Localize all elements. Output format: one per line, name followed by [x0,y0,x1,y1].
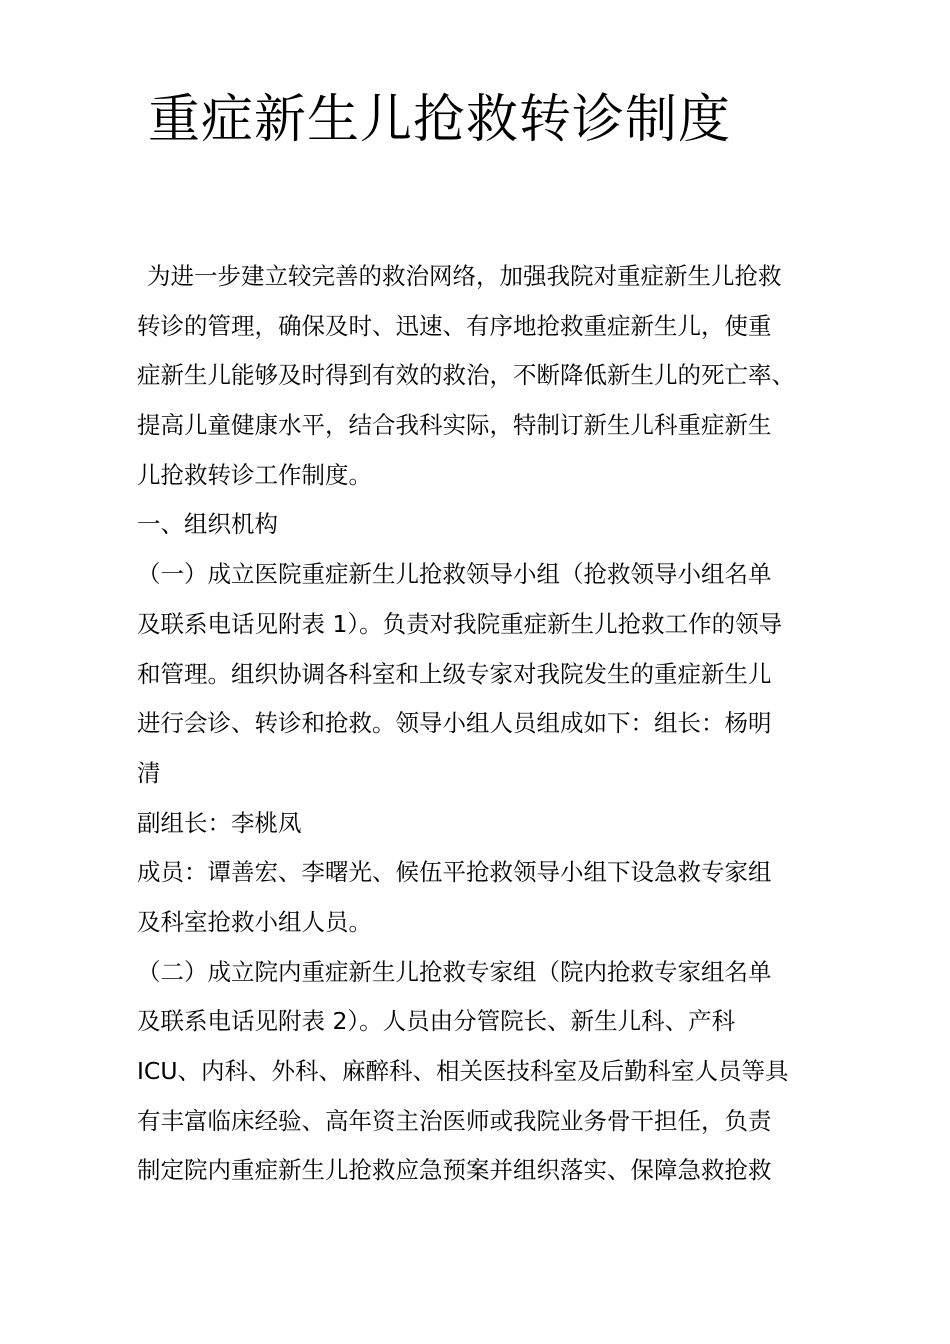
body-line: 为进一步建立较完善的救治网络，加强我院对重症新生儿抢救 [147,262,782,290]
body-line: 及科室抢救小组人员。 [137,907,372,936]
body-line: 提高儿童健康水平，结合我科实际，特制订新生儿科重症新生 [137,411,772,440]
document-body [137,252,827,1196]
body-line: 进行会诊、转诊和抢救。领导小组人员组成如下：组长：杨明 [137,709,772,738]
section-heading: 一、组织机构 [137,510,278,539]
body-line: （二）成立院内重症新生儿抢救专家组（院内抢救专家组名单 [137,957,772,986]
body-line: 和管理。组织协调各科室和上级专家对我院发生的重症新生儿 [137,659,772,688]
body-line: 转诊的管理，确保及时、迅速、有序地抢救重症新生儿，使重 [137,311,772,340]
body-line: 症新生儿能够及时得到有效的救治，不断降低新生儿的死亡率、 [137,361,795,390]
body-line: 有丰富临床经验、高年资主治医师或我院业务骨干担任，负责 [137,1106,772,1135]
body-line: 制定院内重症新生儿抢救应急预案并组织落实、保障急救抢救 [137,1156,772,1185]
body-line: 清 [137,758,161,787]
body-line: 及联系电话见附表 1）。负责对我院重症新生儿抢救工作的领导 [137,609,783,638]
body-line: （一）成立医院重症新生儿抢救领导小组（抢救领导小组名单 [137,560,772,589]
body-line: 副组长：李桃凤 [137,808,302,837]
document-title: 重症新生儿抢救转诊制度 [148,90,732,150]
body-line: 成员：谭善宏、李曙光、候伍平抢救领导小组下设急救专家组 [137,858,772,887]
body-line: 儿抢救转诊工作制度。 [137,460,372,489]
body-line: 及联系电话见附表 2）。人员由分管院长、新生儿科、产科 [137,1007,736,1036]
body-line: ICU、内科、外科、麻醉科、相关医技科室及后勤科室人员等具 [137,1057,789,1085]
